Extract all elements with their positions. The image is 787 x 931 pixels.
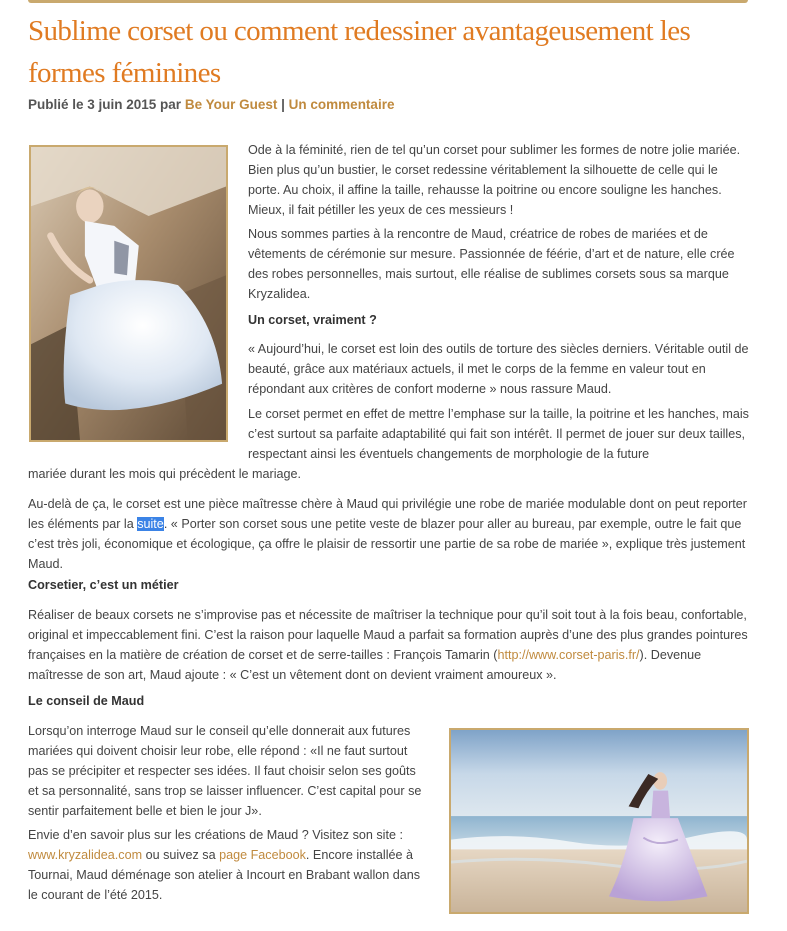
paragraph-site-mid: ou suivez sa xyxy=(142,848,220,862)
published-date: Publié le 3 juin 2015 par xyxy=(28,97,182,112)
comments-link[interactable]: Un commentaire xyxy=(288,97,395,112)
bride-beach-photo[interactable] xyxy=(449,728,749,914)
subheading-un-corset: Un corset, vraiment ? xyxy=(248,313,377,327)
intro-paragraph-2: Nous sommes parties à la rencontre de Maud, créatrice de robes de mariées et de vêtements de cérémonie sur mesure. Passionnée de féérie, d’art et de nature, elle crée des robes personnelles, mais surtout, elle réalise de sublimes corsets sous sa marque Kryzalidea. xyxy=(248,227,735,301)
selected-text[interactable]: suite xyxy=(137,517,164,531)
top-border xyxy=(28,0,748,3)
paragraph-modulable xyxy=(28,494,748,574)
paragraph-formation-end: ). Devenue maîtresse de son art, Maud ajoute : « C’est un vêtement dont on devient vraiment amoureux ». xyxy=(28,648,702,682)
bride-rocks-photo[interactable] xyxy=(29,145,228,442)
paragraph-formation xyxy=(28,605,748,685)
paragraph-conseil: Lorsqu’on interroge Maud sur le conseil qu’elle donnerait aux futures mariées qui doivent choisir leur robe, elle répond : «Il ne faut surtout pas se précipiter et respecter ses idées. Il faut choisir selon ses goûts et sa personnalité, sans trop se laisser influencer. C’est capital pour se sentir parfaitement belle et bien le jour J». xyxy=(28,724,422,818)
paragraph-modulable-start: Au-delà de ça, le corset est une pièce maîtresse chère à Maud qui privilégie une robe de mariée modulable dont on peut reporter les éléments par la xyxy=(28,497,747,531)
subheading-corsetier: Corsetier, c’est un métier xyxy=(28,578,179,592)
article-title[interactable]: Sublime corset ou comment redessiner avantageusement les formes féminines xyxy=(28,15,691,89)
paragraph-formation-start: Réaliser de beaux corsets ne s’improvise pas et nécessite de maîtriser la technique pour qu’il soit tout à la fois beau, confortable, original et impeccablement fini. C’est la raison pour laquelle Maud a parfait sa formation auprès d’une des plus grandes pointures françaises en la matière de création de corset et de serre-tailles : François Tamarin ( xyxy=(28,608,748,662)
paragraph-emphase-end: mariée durant les mois qui précèdent le mariage. xyxy=(28,467,302,481)
kryzalidea-link[interactable]: www.kryzalidea.com xyxy=(28,848,143,862)
paragraph-site-end: . Encore installée à Tournai, Maud déménage son atelier à Incourt en Brabant wallon dans le courant de l’été 2015. xyxy=(28,848,421,902)
paragraph-emphase: Le corset permet en effet de mettre l’emphase sur la taille, la poitrine et les hanches, mais c’est surtout sa parfaite adaptabilité qui fait son intérêt. Il permet de jouer sur deux tailles, respectant ainsi les éventuels changements de morphologie de la future xyxy=(248,407,749,461)
intro-paragraph-1: Ode à la féminité, rien de tel qu’un corset pour sublimer les formes de notre jolie mariée. Bien plus qu’un bustier, le corset redessine véritablement la silhouette de celle qui le porte. Au choix, il affine la taille, rehausse la poitrine ou encore souligne les hanches. Mieux, il fait pétiller les yeux de ces messieurs ! xyxy=(248,143,741,217)
paragraph-modulable-end: . « Porter son corset sous une petite veste de blazer pour aller au bureau, par exemple, outre le fait que c’est très joli, économique et écologique, ça offre le plaisir de ressortir une partie de sa robe de mariée », explique très justement Maud. xyxy=(28,517,746,571)
meta-separator: | xyxy=(281,97,285,112)
quote-paragraph: « Aujourd’hui, le corset est loin des outils de torture des siècles derniers. Véritable outil de beauté, grâce aux matériaux actuels, il met le corps de la femme en valeur tout en répondant aux critères de confort moderne » nous rassure Maud. xyxy=(248,342,749,396)
facebook-page-link[interactable]: page Facebook xyxy=(219,848,306,862)
article-meta xyxy=(28,97,394,112)
corset-paris-link[interactable]: http://www.corset-paris.fr/ xyxy=(497,648,640,662)
paragraph-site xyxy=(28,825,428,905)
subheading-conseil: Le conseil de Maud xyxy=(28,694,145,708)
paragraph-site-start: Envie d’en savoir plus sur les créations de Maud ? Visitez son site : xyxy=(28,828,403,842)
author-link[interactable]: Be Your Guest xyxy=(184,97,278,112)
